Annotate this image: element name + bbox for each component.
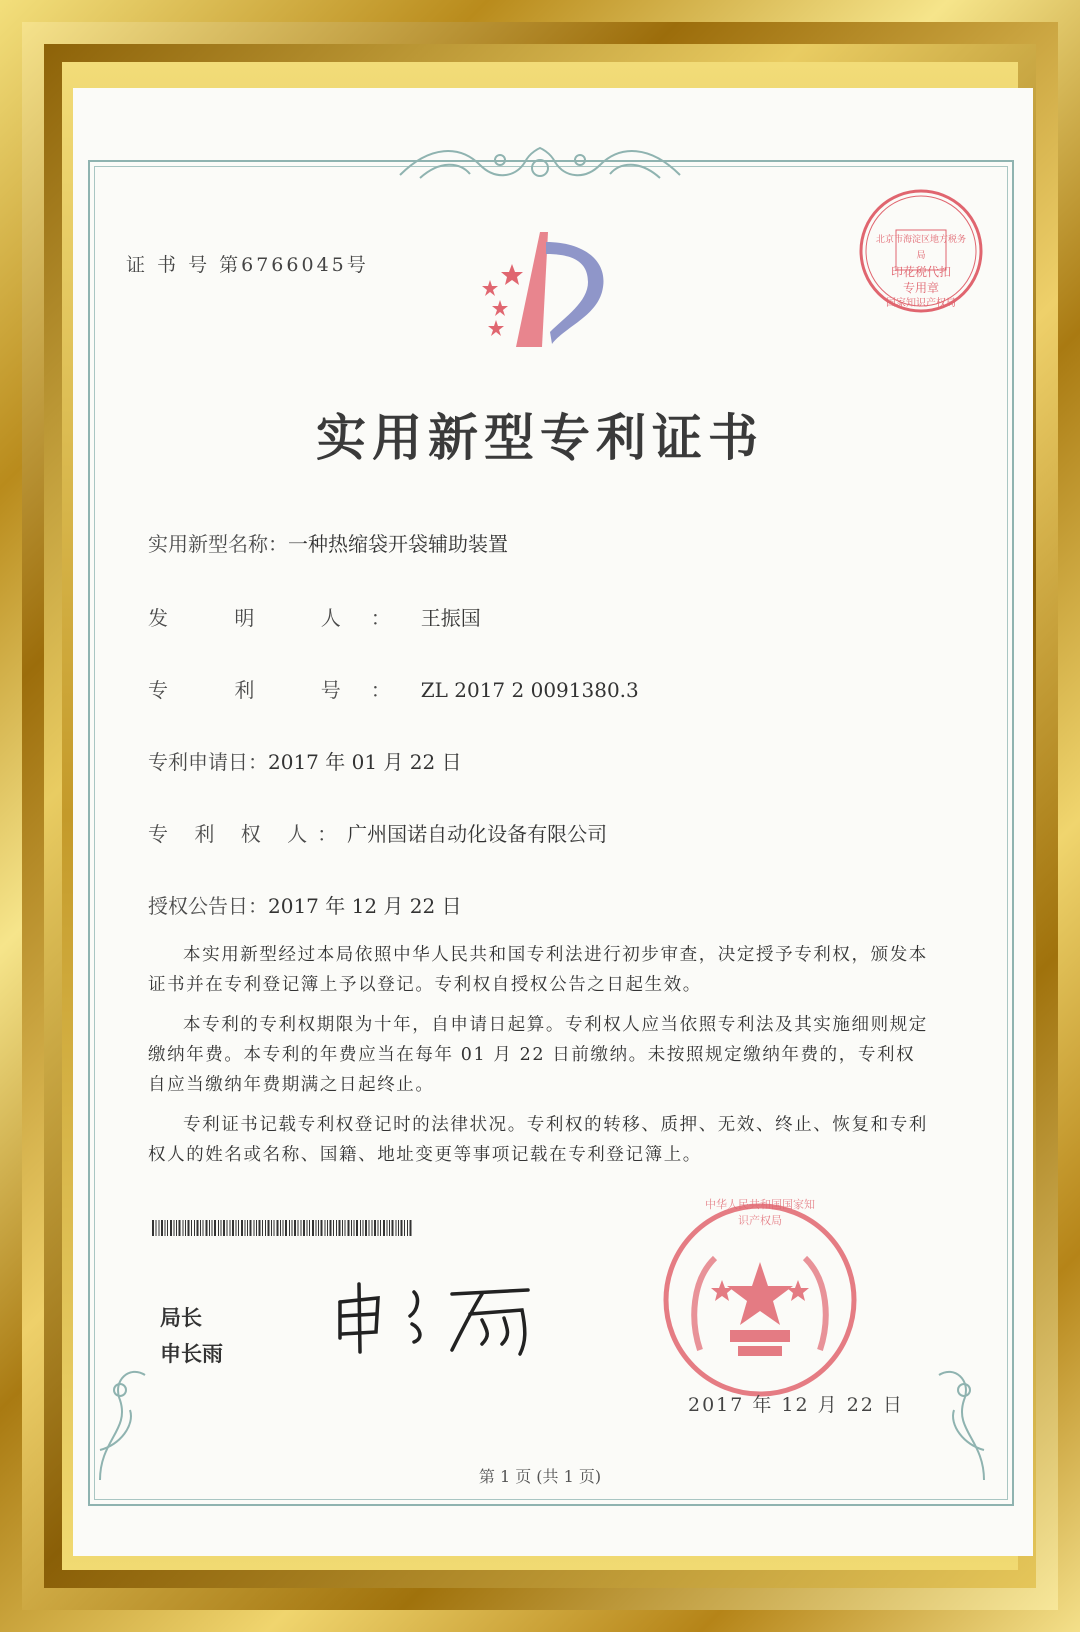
barcode-bar [309, 1220, 310, 1236]
utility-model-name-value: 一种热缩袋开袋辅助装置 [288, 532, 508, 556]
barcode-bar [401, 1220, 403, 1236]
barcode-bar [389, 1220, 390, 1236]
barcode-bar [301, 1220, 302, 1236]
barcode-bar [185, 1220, 186, 1236]
barcode-bar [247, 1220, 248, 1236]
certificate-number-label: 证 书 号 第 [126, 254, 242, 276]
barcode-bar [212, 1220, 213, 1236]
barcode-bar [174, 1220, 175, 1236]
barcode-bar [209, 1220, 210, 1236]
barcode-bar [227, 1220, 228, 1236]
barcode-bar [277, 1220, 279, 1236]
body-paragraph [148, 1010, 932, 1100]
utility-model-name-label: 实用新型名称： [148, 532, 288, 556]
patent-office-logo-icon [470, 232, 620, 352]
barcode-bar [183, 1220, 184, 1236]
barcode-bar [271, 1220, 272, 1236]
barcode-bar [351, 1220, 352, 1236]
barcode-bar [307, 1220, 308, 1236]
barcode-bar [159, 1220, 160, 1236]
tax-seal-text [876, 232, 966, 312]
director-title: 局长 [160, 1306, 202, 1330]
barcode-bar [268, 1220, 270, 1236]
barcode-bar [218, 1220, 219, 1236]
barcode-bar [342, 1220, 343, 1236]
barcode-bar [339, 1220, 341, 1236]
barcode-bar [345, 1220, 346, 1236]
body-paragraph-text: 本专利的专利权期限为十年，自申请日起算。专利权人应当依照专利法及其实施细则规定缴纳年费。本专利的年费应当在每年 01 月 22 日前缴纳。未按照规定缴纳年费的，专利权自应当缴纳年费期满之日起终止。 [148, 1015, 928, 1095]
patent-number-label: 专 利 号： [148, 678, 421, 702]
utility-model-name [148, 528, 508, 557]
official-seal-icon [660, 1200, 860, 1400]
barcode-bar [250, 1220, 252, 1236]
barcode-bar [285, 1220, 287, 1236]
barcode-bar [254, 1220, 255, 1236]
barcode-bar [191, 1220, 192, 1236]
barcode-bar [316, 1220, 317, 1236]
top-ornament-icon [390, 140, 690, 190]
application-date [148, 746, 462, 775]
barcode-bar [238, 1220, 239, 1236]
application-date-label: 专利申请日： [148, 750, 268, 774]
tax-seal-bottom-text: 国家知识产权局 [886, 298, 956, 309]
body-paragraph [148, 1110, 932, 1170]
barcode-bar [152, 1220, 154, 1236]
page-title: 实用新型专利证书 [316, 408, 764, 467]
barcode-bar [280, 1220, 281, 1236]
patentee-label: 专 利 权 人： [148, 822, 348, 846]
barcode-bar [167, 1220, 168, 1236]
barcode-bar [232, 1220, 234, 1236]
barcode-bar [265, 1220, 266, 1236]
barcode-bar [256, 1220, 257, 1236]
grant-date-label: 授权公告日： [148, 894, 268, 918]
barcode-icon [152, 1220, 412, 1236]
barcode-bar [161, 1220, 163, 1236]
barcode-bar [365, 1220, 367, 1236]
barcode-bar [170, 1220, 172, 1236]
barcode-bar [194, 1220, 195, 1236]
grant-date [148, 890, 462, 919]
barcode-bar [354, 1220, 355, 1236]
page-number: 第 1 页 (共 1 页) [478, 1467, 602, 1486]
barcode-bar [156, 1220, 157, 1236]
barcode-bar [392, 1220, 394, 1236]
barcode-bar [407, 1220, 408, 1236]
barcode-bar [383, 1220, 385, 1236]
barcode-bar [378, 1220, 379, 1236]
official-seal-text: 中华人民共和国国家知识产权局 [705, 1198, 815, 1227]
inventor-label: 发 明 人： [148, 606, 421, 630]
barcode-bar [312, 1220, 314, 1236]
barcode-bar [325, 1220, 326, 1236]
barcode-bar [289, 1220, 290, 1236]
signature-icon [332, 1280, 552, 1360]
patent-number-value: ZL 2017 2 0091380.3 [420, 678, 639, 702]
barcode-bar [363, 1220, 364, 1236]
certificate-number [126, 250, 369, 277]
barcode-bar [230, 1220, 231, 1236]
patentee [148, 818, 607, 847]
body-paragraph-text: 专利证书记载专利权登记时的法律状况。专利权的转移、质押、无效、终止、恢复和专利权人的姓名或名称、国籍、地址变更等事项记载在专利登记簿上。 [148, 1115, 928, 1165]
barcode-bar [188, 1220, 190, 1236]
barcode-bar [327, 1220, 328, 1236]
barcode-bar [318, 1220, 319, 1236]
inventor [148, 602, 481, 631]
barcode-bar [360, 1220, 361, 1236]
barcode-bar [336, 1220, 337, 1236]
barcode-bar [221, 1220, 222, 1236]
issue-date: 2017 年 12 月 22 日 [688, 1394, 904, 1416]
barcode-bar [241, 1220, 243, 1236]
barcode-bar [283, 1220, 284, 1236]
barcode-bar [203, 1220, 204, 1236]
barcode-bar [274, 1220, 275, 1236]
barcode-bar [236, 1220, 237, 1236]
barcode-bar [396, 1220, 397, 1236]
barcode-bar [179, 1220, 181, 1236]
barcode-bar [398, 1220, 399, 1236]
barcode-bar [303, 1220, 305, 1236]
certificate-number-value: 6766045 [241, 254, 347, 276]
barcode-bar [387, 1220, 388, 1236]
tax-seal-inner-text: 印花税代扣专用章 [891, 265, 952, 295]
inventor-value: 王振国 [420, 606, 481, 630]
barcode-bar [214, 1220, 216, 1236]
barcode-bar [369, 1220, 370, 1236]
barcode-bar [372, 1220, 373, 1236]
barcode-bar [262, 1220, 263, 1236]
barcode-bar [374, 1220, 376, 1236]
body-paragraph-text: 本实用新型经过本局依照中华人民共和国专利法进行初步审查，决定授予专利权，颁发本证书并在专利登记簿上予以登记。专利权自授权公告之日起生效。 [148, 945, 928, 995]
barcode-bar [197, 1220, 199, 1236]
barcode-bar [292, 1220, 293, 1236]
body-paragraph [148, 940, 932, 1000]
barcode-bar [200, 1220, 201, 1236]
barcode-bar [176, 1220, 177, 1236]
barcode-bar [404, 1220, 405, 1236]
tax-seal-top-text: 北京市海淀区地方税务局 [876, 235, 967, 261]
barcode-bar [330, 1220, 332, 1236]
certificate-number-suffix: 号 [346, 254, 369, 276]
barcode-bar [321, 1220, 323, 1236]
barcode-bar [206, 1220, 208, 1236]
barcode-bar [333, 1220, 334, 1236]
barcode-bar [259, 1220, 261, 1236]
barcode-bar [410, 1220, 412, 1236]
barcode-bar [380, 1220, 381, 1236]
barcode-bar [294, 1220, 296, 1236]
barcode-bar [245, 1220, 246, 1236]
patent-number [148, 674, 639, 703]
barcode-bar [165, 1220, 166, 1236]
director-name: 申长雨 [160, 1342, 223, 1366]
barcode-bar [348, 1220, 350, 1236]
grant-date-value: 2017 年 12 月 22 日 [268, 894, 462, 918]
application-date-value: 2017 年 01 月 22 日 [268, 750, 462, 774]
patentee-value: 广州国诺自动化设备有限公司 [347, 822, 608, 846]
barcode-bar [298, 1220, 299, 1236]
barcode-bar [223, 1220, 225, 1236]
barcode-bar [356, 1220, 358, 1236]
